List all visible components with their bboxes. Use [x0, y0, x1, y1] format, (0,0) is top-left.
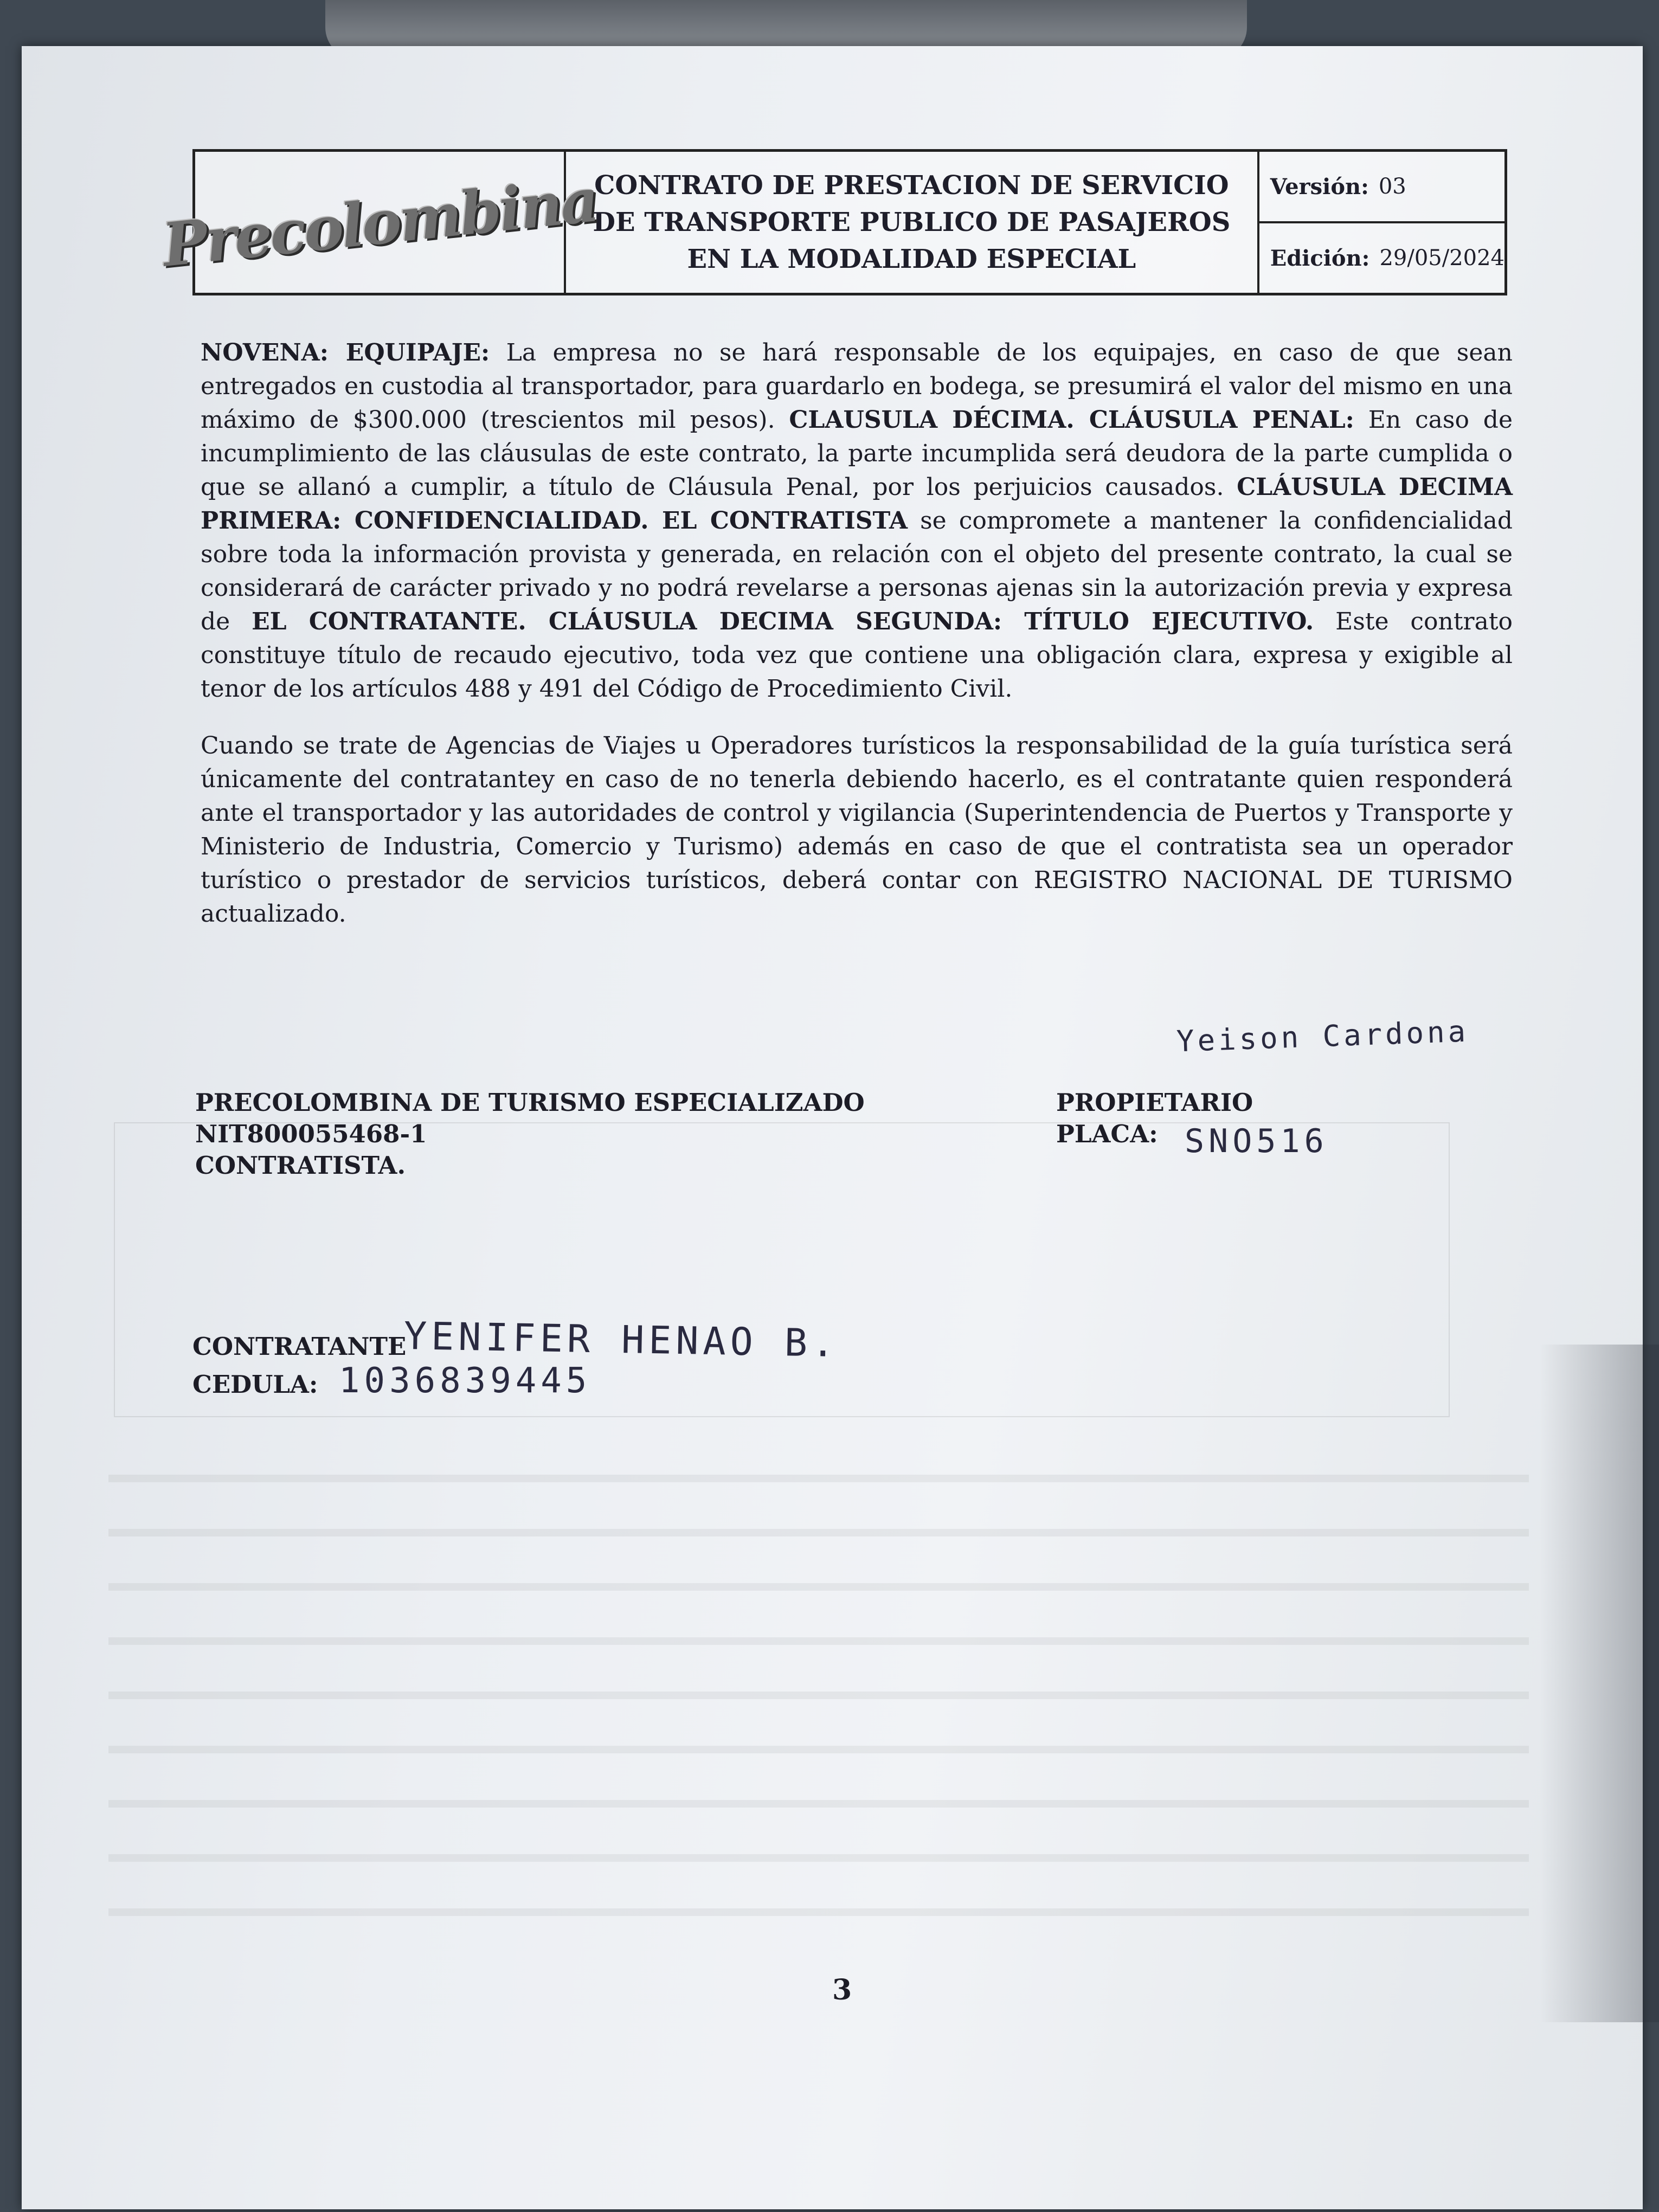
bleed-through-line — [108, 1475, 1529, 1482]
clause-text: se compromete a mantener la confidencialidad sobre toda la información provista y generada, en relación con el objeto del presente contrato, la cual se considerará de carácter privado y no podrá revelarse a personas ajenas sin la autorización previa y expresa de — [201, 507, 1513, 635]
clause-text: En caso de incumplimiento de las cláusulas de este contrato, la parte incumplida será deudora de la parte cumplida o que se allanó a cumplir, a título de Cláusula Penal, por los perjuicios causados. — [201, 406, 1513, 501]
page-number: 3 — [832, 1973, 852, 2007]
owner-label: PROPIETARIO — [1056, 1088, 1253, 1117]
bleed-through-line — [108, 1637, 1529, 1645]
logo-wordmark: Precolombina — [159, 164, 600, 280]
clauses-paragraph — [201, 336, 1513, 706]
plate-value: SNO516 — [1185, 1122, 1328, 1160]
bleed-through-line — [108, 1583, 1529, 1591]
plate-label: PLACA: — [1056, 1120, 1158, 1148]
title-line: DE TRANSPORTE PUBLICO DE PASAJEROS — [593, 207, 1231, 237]
owner-handwritten-name: Yeison Cardona — [1176, 1014, 1470, 1059]
id-value: 1036839445 — [339, 1361, 591, 1401]
bleed-through-line — [108, 1908, 1529, 1916]
client-label: CONTRATANTE — [192, 1332, 407, 1361]
contractor-block — [195, 1087, 865, 1181]
tourism-paragraph — [201, 729, 1513, 931]
clause-heading: CLAUSULA DÉCIMA. CLÁUSULA PENAL: — [789, 406, 1354, 434]
bleed-through-line — [108, 1692, 1529, 1699]
client-name: YENIFER HENAO B. — [403, 1314, 839, 1366]
edition-cell — [1259, 221, 1504, 293]
company-logo — [159, 152, 600, 293]
contract-title — [566, 152, 1259, 293]
clause-heading: EL CONTRATANTE. CLÁUSULA DECIMA SEGUNDA: TÍTULO EJECUTIVO. — [252, 608, 1314, 635]
version-cell — [1259, 152, 1504, 221]
clause-heading: NOVENA: EQUIPAJE: — [201, 339, 490, 366]
company-nit: NIT800055468-1 — [195, 1120, 427, 1148]
title-line: CONTRATO DE PRESTACION DE SERVICIO — [594, 170, 1229, 201]
id-label: CEDULA: — [192, 1370, 318, 1399]
bleed-through-line — [108, 1529, 1529, 1536]
paragraph-text: Cuando se trate de Agencias de Viajes u Operadores turísticos la responsabilidad de la guía turística será únicamente del contratantey en caso de no tenerla debiendo hacerlo, es el contratante quien responderá ante el transportador y las autoridades de control y vigilancia (Superintendencia de Puertos y Transporte y Ministerio de Industria, Comercio y Turismo) además en caso de que el contratista sea un operador turístico o prestador de servicios turísticos, deberá contar con REGISTRO NACIONAL DE TURISMO actualizado. — [201, 732, 1513, 928]
document-header — [159, 149, 1507, 295]
bleed-through-line — [108, 1854, 1529, 1862]
clause-text: La empresa no se hará responsable de los equipajes, en caso de que sean entregados en custodia al transportador, para guardarlo en bodega, se presumirá el valor del mismo en una máximo de $300.000 (trescientos mil pesos). — [201, 339, 1513, 434]
company-name: PRECOLOMBINA DE TURISMO ESPECIALIZADO — [195, 1088, 865, 1117]
document-meta — [1259, 152, 1504, 293]
clause-text: Este contrato constituye título de recaudo ejecutivo, toda vez que contiene una obligación clara, expresa y exigible al tenor de los artículos 488 y 491 del Código de Procedimiento Civil. — [201, 608, 1513, 703]
title-line: EN LA MODALIDAD ESPECIAL — [687, 244, 1136, 274]
bleed-through-line — [108, 1746, 1529, 1753]
edition-value: 29/05/2024 — [1379, 246, 1504, 271]
company-role: CONTRATISTA. — [195, 1151, 406, 1180]
version-label: Versión: — [1270, 173, 1369, 200]
background-shadow — [1540, 1345, 1659, 2022]
bleed-through-line — [108, 1800, 1529, 1808]
clause-heading: CLÁUSULA DECIMA PRIMERA: CONFIDENCIALIDAD. EL CONTRATISTA — [201, 473, 1513, 535]
edition-label: Edición: — [1270, 245, 1370, 271]
version-value: 03 — [1378, 174, 1406, 199]
